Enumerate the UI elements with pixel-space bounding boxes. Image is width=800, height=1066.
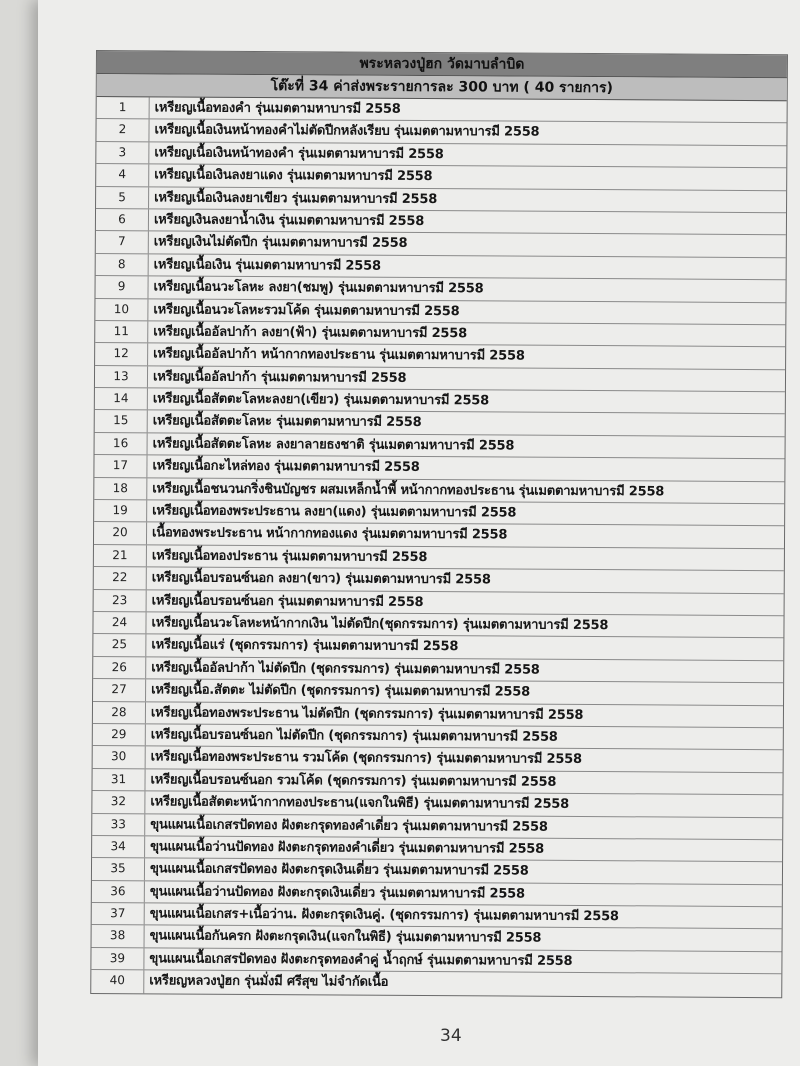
row-number: 5 bbox=[96, 187, 149, 209]
row-description: เหรียญเนื้อเงินหน้าทองคำ รุ่นเมตตามหาบารมี 2558 bbox=[154, 145, 444, 162]
row-description: เหรียญเนื้อชนวนกริ่งชินบัญชร ผสมเหล็กน้ำพี้ หน้ากากทองประธาน รุ่นเมตตามหาบารมี 2558 bbox=[152, 480, 665, 500]
row-number: 11 bbox=[95, 321, 148, 343]
row-number: 2 bbox=[96, 119, 149, 141]
row-description: ขุนแผนเนื้อกันครก ฝังตะกรุดเงิน(แจกในพิธี) รุ่นเมตตามหาบารมี 2558 bbox=[149, 928, 542, 947]
row-description: ขุนแผนเนื้อว่านปัดทอง ฝังตะกรุดเงินเดี่ยว รุ่นเมตตามหาบารมี 2558 bbox=[149, 884, 525, 902]
row-description: เหรียญเนื้ออัลปาก้า ไม่ตัดปีก (ชุดกรรมการ) รุ่นเมตตามหาบารมี 2558 bbox=[151, 660, 540, 678]
row-number: 14 bbox=[95, 388, 148, 410]
row-description: เหรียญเนื้อนวะโลหะรวมโค้ด รุ่นเมตตามหาบารมี 2558 bbox=[153, 301, 460, 319]
row-description: เหรียญเนื้อเงินลงยาเขียว รุ่นเมตตามหาบารมี 2558 bbox=[154, 189, 438, 207]
row-number: 40 bbox=[91, 970, 144, 993]
item-table bbox=[90, 50, 788, 998]
row-description: เหรียญเนื้อสัตตะโลหะ รุ่นเมตตามหาบารมี 2558 bbox=[152, 413, 422, 431]
row-number: 25 bbox=[93, 634, 146, 656]
table-body bbox=[91, 97, 786, 997]
row-number: 38 bbox=[92, 925, 145, 947]
row-number: 20 bbox=[94, 522, 147, 544]
row-number: 29 bbox=[93, 724, 146, 746]
row-number: 4 bbox=[96, 164, 149, 186]
row-description: เหรียญเนื้อสัตตะโลหะ ลงยาลายธงชาติ รุ่นเมตตามหาบารมี 2558 bbox=[152, 436, 515, 454]
row-description: ขุนแผนเนื้อเกสรปัดทอง ฝังตะกรุดทองคำเดี่ยว รุ่นเมตตามหาบารมี 2558 bbox=[150, 816, 548, 835]
table-row bbox=[91, 970, 781, 997]
row-number: 34 bbox=[92, 836, 145, 858]
row-number: 36 bbox=[92, 881, 145, 903]
row-description: เหรียญเนื้ออัลปาก้า ลงยา(ฟ้า) รุ่นเมตตามหาบารมี 2558 bbox=[153, 324, 468, 342]
row-description: เหรียญเนื้อกะไหล่ทอง รุ่นเมตตามหาบารมี 2558 bbox=[152, 458, 420, 476]
row-number: 24 bbox=[93, 612, 146, 634]
row-description: เหรียญเนื้อทองคำ รุ่นเมตตามหาบารมี 2558 bbox=[154, 100, 401, 117]
row-number: 21 bbox=[94, 545, 147, 567]
row-number: 22 bbox=[94, 567, 147, 589]
row-number: 32 bbox=[92, 791, 145, 813]
row-number: 31 bbox=[92, 769, 145, 791]
row-number: 35 bbox=[92, 858, 145, 880]
row-description: เหรียญเนื้อบรอนซ์นอก ลงยา(ขาว) รุ่นเมตตามหาบารมี 2558 bbox=[151, 570, 491, 588]
row-number: 12 bbox=[95, 343, 148, 365]
row-description: เหรียญเนื้อนวะโลหะ ลงยา(ชมพู) รุ่นเมตตามหาบารมี 2558 bbox=[153, 279, 484, 297]
row-description: เหรียญเนื้ออัลปาก้า หน้ากากทองประธาน รุ่นเมตตามหาบารมี 2558 bbox=[153, 346, 525, 364]
document-page bbox=[38, 0, 800, 1066]
table-title: พระหลวงปู่ฮก วัดมาบลำบิด bbox=[97, 51, 787, 78]
row-description: เหรียญเงินลงยาน้ำเงิน รุ่นเมตตามหาบารมี 2558 bbox=[153, 212, 425, 229]
row-number: 17 bbox=[94, 455, 147, 477]
row-number: 18 bbox=[94, 478, 147, 500]
row-number: 30 bbox=[93, 746, 146, 768]
row-number: 8 bbox=[96, 254, 149, 276]
row-description: เหรียญเนื้อสัตตะโลหะลงยา(เขียว) รุ่นเมตตามหาบารมี 2558 bbox=[152, 391, 490, 409]
row-description: เหรียญเนื้อบรอนซ์นอก รวมโค้ด (ชุดกรรมการ) รุ่นเมตตามหาบารมี 2558 bbox=[150, 772, 557, 790]
row-description: เหรียญเนื้อ.สัตตะ ไม่ตัดปีก (ชุดกรรมการ) รุ่นเมตตามหาบารมี 2558 bbox=[151, 682, 531, 700]
row-number: 26 bbox=[93, 657, 146, 679]
row-number: 28 bbox=[93, 702, 146, 724]
row-description: เหรียญเนื้อบรอนซ์นอก ไม่ตัดปีก (ชุดกรรมการ) รุ่นเมตตามหาบารมี 2558 bbox=[150, 727, 558, 745]
row-number: 33 bbox=[92, 813, 145, 835]
row-description: เหรียญเนื้อทองประธาน รุ่นเมตตามหาบารมี 2558 bbox=[151, 548, 428, 565]
row-description: ขุนแผนเนื้อเกสรปัดทอง ฝังตะกรุดทองคำคู่ น้ำฤกษ์ รุ่นเมตตามหาบารมี 2558 bbox=[149, 951, 573, 969]
row-number: 19 bbox=[94, 500, 147, 522]
row-number: 13 bbox=[95, 366, 148, 388]
row-number: 23 bbox=[94, 590, 147, 612]
row-number: 10 bbox=[95, 299, 148, 321]
row-number: 39 bbox=[91, 948, 144, 970]
table-subtitle: โต๊ะที่ 34 ค่าส่งพระรายการละ 300 บาท ( 40 รายการ) bbox=[97, 74, 787, 101]
row-number: 37 bbox=[92, 903, 145, 925]
row-number: 15 bbox=[95, 410, 148, 432]
row-description: เหรียญเนื้อแร่ (ชุดกรรมการ) รุ่นเมตตามหาบารมี 2558 bbox=[151, 637, 459, 655]
row-description: เนื้อทองพระประธาน หน้ากากทองแดง รุ่นเมตตามหาบารมี 2558 bbox=[152, 525, 508, 543]
row-description: เหรียญเนื้อทองพระประธาน ลงยา(แดง) รุ่นเมตตามหาบารมี 2558 bbox=[152, 503, 517, 521]
row-description: เหรียญเนื้อนวะโลหะหน้ากากเงิน ไม่ตัดปีก(ชุดกรรมการ) รุ่นเมตตามหาบารมี 2558 bbox=[151, 615, 609, 634]
row-number: 7 bbox=[96, 231, 149, 253]
row-description: ขุนแผนเนื้อว่านปัดทอง ฝังตะกรุดทองคำเดี่ยว รุ่นเมตตามหาบารมี 2558 bbox=[150, 839, 545, 857]
row-description: เหรียญเนื้อเงิน รุ่นเมตตามหาบารมี 2558 bbox=[153, 257, 381, 274]
row-description: เหรียญเนื้อทองพระประธาน รวมโค้ด (ชุดกรรมการ) รุ่นเมตตามหาบารมี 2558 bbox=[150, 749, 582, 768]
row-description: เหรียญเนื้อทองพระประธาน ไม่ตัดปีก (ชุดกรรมการ) รุ่นเมตตามหาบารมี 2558 bbox=[150, 704, 584, 723]
row-description: ขุนแผนเนื้อเกสรปัดทอง ฝังตะกรุดเงินเดี่ยว รุ่นเมตตามหาบารมี 2558 bbox=[149, 861, 529, 879]
row-description: เหรียญเนื้ออัลปาก้า รุ่นเมตตามหาบารมี 2558 bbox=[152, 369, 407, 386]
row-number: 3 bbox=[96, 142, 149, 164]
row-description: เหรียญเงินไม่ตัดปีก รุ่นเมตตามหาบารมี 2558 bbox=[153, 234, 408, 252]
row-number: 1 bbox=[97, 97, 150, 119]
row-number: 9 bbox=[95, 276, 148, 298]
row-description: เหรียญเนื้อเงินหน้าทองคำไม่ตัดปีกหลังเรียบ รุ่นเมตตามหาบารมี 2558 bbox=[154, 122, 540, 141]
row-description: เหรียญเนื้อเงินลงยาแดง รุ่นเมตตามหาบารมี 2558 bbox=[154, 167, 433, 185]
row-number: 16 bbox=[95, 433, 148, 455]
row-description: ขุนแผนเนื้อเกสร+เนื้อว่าน. ฝังตะกรุดเงินคู่. (ชุดกรรมการ) รุ่นเมตตามหาบารมี 2558 bbox=[149, 906, 619, 925]
row-number: 27 bbox=[93, 679, 146, 701]
page-number: 34 bbox=[440, 1026, 462, 1046]
row-description: เหรียญเนื้อสัตตะหน้ากากทองประธาน(แจกในพิธี) รุ่นเมตตามหาบารมี 2558 bbox=[150, 794, 570, 813]
row-description: เหรียญหลวงปู่ฮก รุ่นมั่งมี ศรีสุข ไม่จำกัดเนื้อ bbox=[149, 973, 389, 991]
row-number: 6 bbox=[96, 209, 149, 231]
row-description: เหรียญเนื้อบรอนซ์นอก รุ่นเมตตามหาบารมี 2558 bbox=[151, 592, 424, 610]
